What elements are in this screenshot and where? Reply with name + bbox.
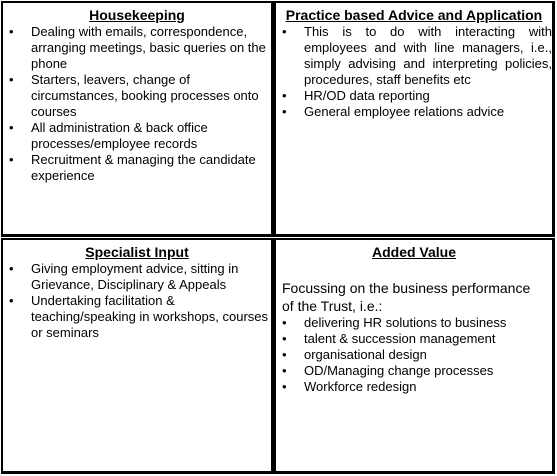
bullet-icon: • [282,331,287,346]
bullet-icon: • [9,152,14,167]
specialist-list [3,261,271,341]
bullet-icon: • [282,363,287,378]
bullet-icon: • [282,315,287,330]
bullet-icon: • [282,88,287,103]
list-item: • Recruitment & managing the candidate experience [9,152,256,183]
list-item: • All administration & back office processes/employee records [9,120,208,151]
added-value-cell [274,238,555,474]
list-item: • Starters, leavers, change of circumstances, booking processes onto courses [9,72,259,119]
bullet-icon: • [282,379,287,394]
bullet-icon: • [9,24,14,39]
bullet-icon: • [9,261,14,276]
list-item: • Dealing with emails, correspondence, arranging meetings, basic queries on the phone [9,24,266,71]
list-item: • This is to do with interacting with employees and with line managers, i.e., simply advising and interpreting policies, procedures, staff benefits etc [282,24,552,87]
bullet-icon: • [282,104,287,119]
list-item: • talent & succession management [282,331,496,346]
practice-title: Practice based Advice and Application [285,7,543,23]
housekeeping-title: Housekeeping [89,7,185,23]
practice-cell [274,1,555,237]
housekeeping-cell [1,1,274,237]
list-item: • Undertaking facilitation & teaching/speaking in workshops, courses or seminars [9,293,269,340]
bullet-icon: • [9,120,14,135]
bullet-icon: • [9,72,14,87]
bullet-icon: • [282,347,287,362]
list-item: • Giving employment advice, sitting in Grievance, Disciplinary & Appeals [9,261,239,292]
added-value-title: Added Value [371,244,457,260]
list-item: • General employee relations advice [282,104,505,119]
specialist-title: Specialist Input [85,244,189,260]
list-item: • OD/Managing change processes [282,363,494,378]
added-value-intro: Focussing on the business performance of the Trust, i.e.: [282,280,531,314]
added-value-list [276,315,552,395]
list-item: • delivering HR solutions to business [282,315,507,330]
housekeeping-list [3,24,271,184]
practice-list [276,24,552,120]
specialist-cell [1,238,274,474]
bullet-icon: • [9,293,14,308]
list-item: • Workforce redesign [282,379,417,394]
list-item: • organisational design [282,347,427,362]
list-item: • HR/OD data reporting [282,88,430,103]
bullet-icon: • [282,24,287,39]
